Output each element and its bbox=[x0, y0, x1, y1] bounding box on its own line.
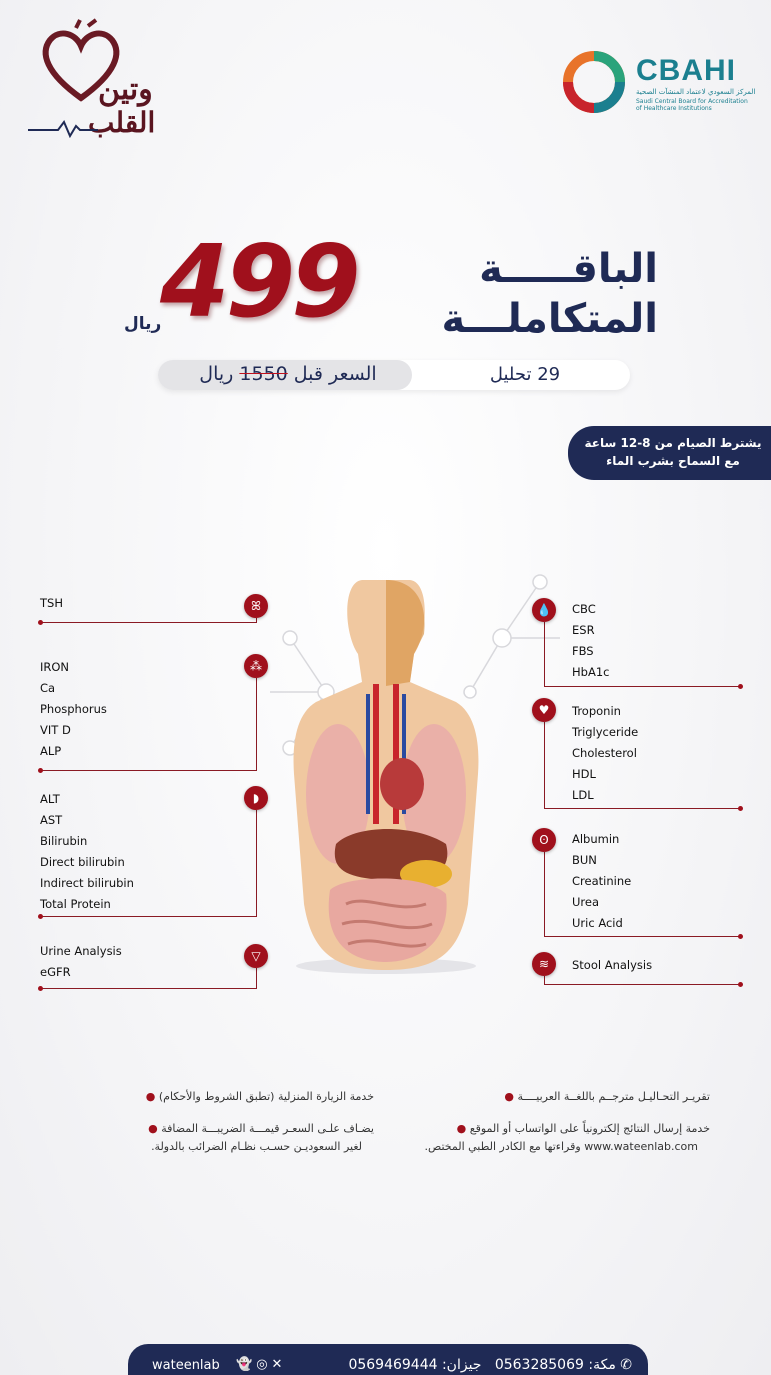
test-code: FBS bbox=[572, 644, 594, 658]
test-code: IRON bbox=[40, 660, 70, 674]
test-code: Uric Acid bbox=[572, 916, 623, 930]
group-underline bbox=[544, 936, 740, 937]
pulse-line-icon bbox=[28, 118, 98, 138]
test-code: Bilirubin bbox=[40, 834, 88, 848]
note-electronic-results: خدمة إرسال النتائج إلكترونياً على الواتساب أو الموقع ● www.wateenlab.com وقراءتها مع الكادر الطبي المختص. bbox=[424, 1122, 710, 1153]
group-underline bbox=[40, 622, 257, 623]
cbahi-subtitle-en: Saudi Central Board for Accreditation of Healthcare Institutions bbox=[636, 98, 748, 112]
note-translated-report: تقريـر التحـاليـل مترجــم باللغــة العربيــــة ● bbox=[504, 1090, 710, 1103]
test-code: Ca bbox=[40, 681, 56, 695]
old-price-value: 1550 bbox=[239, 363, 288, 385]
group-bracket bbox=[544, 976, 545, 984]
group-underline bbox=[544, 808, 740, 809]
phone-numbers: ✆ مكة: 0563285069 جيزان: 0569469444 bbox=[348, 1357, 632, 1373]
liver-icon: ◗ bbox=[244, 786, 268, 810]
group-dot bbox=[38, 914, 43, 919]
test-code: Cholesterol bbox=[572, 746, 637, 760]
test-code: CBC bbox=[572, 602, 596, 616]
minerals-icon: ⁂ bbox=[244, 654, 268, 678]
test-code: Indirect bilirubin bbox=[40, 876, 134, 890]
human-torso-illustration bbox=[276, 574, 496, 974]
test-code: Urine Analysis bbox=[40, 944, 122, 958]
old-price: السعر قبل 1550 ريال bbox=[199, 363, 377, 385]
test-code: HbA1c bbox=[572, 665, 610, 679]
brand-name-line1: وتين bbox=[98, 72, 153, 107]
test-code: Triglyceride bbox=[572, 725, 639, 739]
intestine-icon: ≋ bbox=[532, 952, 556, 976]
group-dot bbox=[738, 934, 743, 939]
group-bracket bbox=[256, 678, 257, 770]
test-code: ESR bbox=[572, 623, 595, 637]
phone-icon: ✆ bbox=[620, 1357, 632, 1373]
group-underline bbox=[40, 770, 257, 771]
package-title-line2: المتكاملـــة bbox=[441, 296, 658, 342]
wateen-logo bbox=[28, 14, 158, 144]
snapchat-icon[interactable]: 👻 bbox=[236, 1357, 257, 1372]
group-underline bbox=[40, 988, 257, 989]
cbahi-ring-icon bbox=[562, 50, 626, 114]
group-dot bbox=[38, 620, 43, 625]
social-handle[interactable]: wateenlab bbox=[152, 1358, 220, 1373]
contact-footer bbox=[128, 1344, 648, 1375]
heart-icon: ♥ bbox=[532, 698, 556, 722]
thyroid-icon: ꕤ bbox=[244, 594, 268, 618]
tests-count: 29 تحليل bbox=[489, 364, 561, 385]
brand-name-line2: القلب bbox=[88, 106, 156, 139]
kidney-icon: ʘ bbox=[532, 828, 556, 852]
note-home-visit: خدمة الزيارة المنزلية (تطبق الشروط والأحكام) ● bbox=[145, 1090, 374, 1103]
test-code: Troponin bbox=[572, 704, 621, 718]
group-dot bbox=[38, 986, 43, 991]
test-code: HDL bbox=[572, 767, 596, 781]
test-code: BUN bbox=[572, 853, 597, 867]
package-title-line1: الباقـــــة bbox=[479, 246, 658, 292]
group-bracket bbox=[256, 810, 257, 916]
cbahi-logo bbox=[562, 50, 762, 120]
test-code: ALP bbox=[40, 744, 62, 758]
package-price: 499 bbox=[160, 223, 357, 340]
group-underline bbox=[544, 984, 740, 985]
social-icons bbox=[236, 1357, 286, 1372]
group-bracket bbox=[544, 722, 545, 808]
blood-drop-icon: 💧 bbox=[532, 598, 556, 622]
group-bracket bbox=[544, 622, 545, 686]
test-code: Urea bbox=[572, 895, 600, 909]
test-code: eGFR bbox=[40, 965, 71, 979]
test-code: TSH bbox=[40, 596, 63, 610]
jizan-phone[interactable]: 0569469444 bbox=[348, 1357, 438, 1373]
test-code: AST bbox=[40, 813, 63, 827]
test-code: Creatinine bbox=[572, 874, 632, 888]
group-bracket bbox=[256, 968, 257, 988]
note-vat: يضـاف علـى السعـر قيمـــة الضريبـــة المضافة ● لغير السعوديـن حسـب نظـام الضرائب بالدولة. bbox=[148, 1122, 374, 1153]
cbahi-subtitle-ar: المركز السعودي لاعتماد المنشآت الصحية bbox=[636, 88, 756, 96]
test-code: ALT bbox=[40, 792, 60, 806]
fasting-banner: يشترط الصيام من 8-12 ساعة مع السماح بشرب الماء bbox=[568, 426, 771, 480]
test-code: LDL bbox=[572, 788, 594, 802]
test-code: VIT D bbox=[40, 723, 71, 737]
urine-icon: ▽ bbox=[244, 944, 268, 968]
group-dot bbox=[38, 768, 43, 773]
group-underline bbox=[544, 686, 740, 687]
test-code: Stool Analysis bbox=[572, 958, 653, 972]
instagram-icon[interactable]: ◎ bbox=[256, 1357, 272, 1372]
group-dot bbox=[738, 806, 743, 811]
group-underline bbox=[40, 916, 257, 917]
test-code: Phosphorus bbox=[40, 702, 107, 716]
test-code: Direct bilirubin bbox=[40, 855, 125, 869]
group-dot bbox=[738, 982, 743, 987]
test-code: Albumin bbox=[572, 832, 620, 846]
x-icon[interactable]: ✕ bbox=[271, 1357, 287, 1372]
group-dot bbox=[738, 684, 743, 689]
group-bracket bbox=[544, 852, 545, 936]
price-currency: ريال bbox=[124, 314, 162, 334]
test-code: Total Protein bbox=[40, 897, 111, 911]
makkah-phone[interactable]: 0563285069 bbox=[494, 1357, 584, 1373]
cbahi-name: CBAHI bbox=[636, 54, 736, 87]
